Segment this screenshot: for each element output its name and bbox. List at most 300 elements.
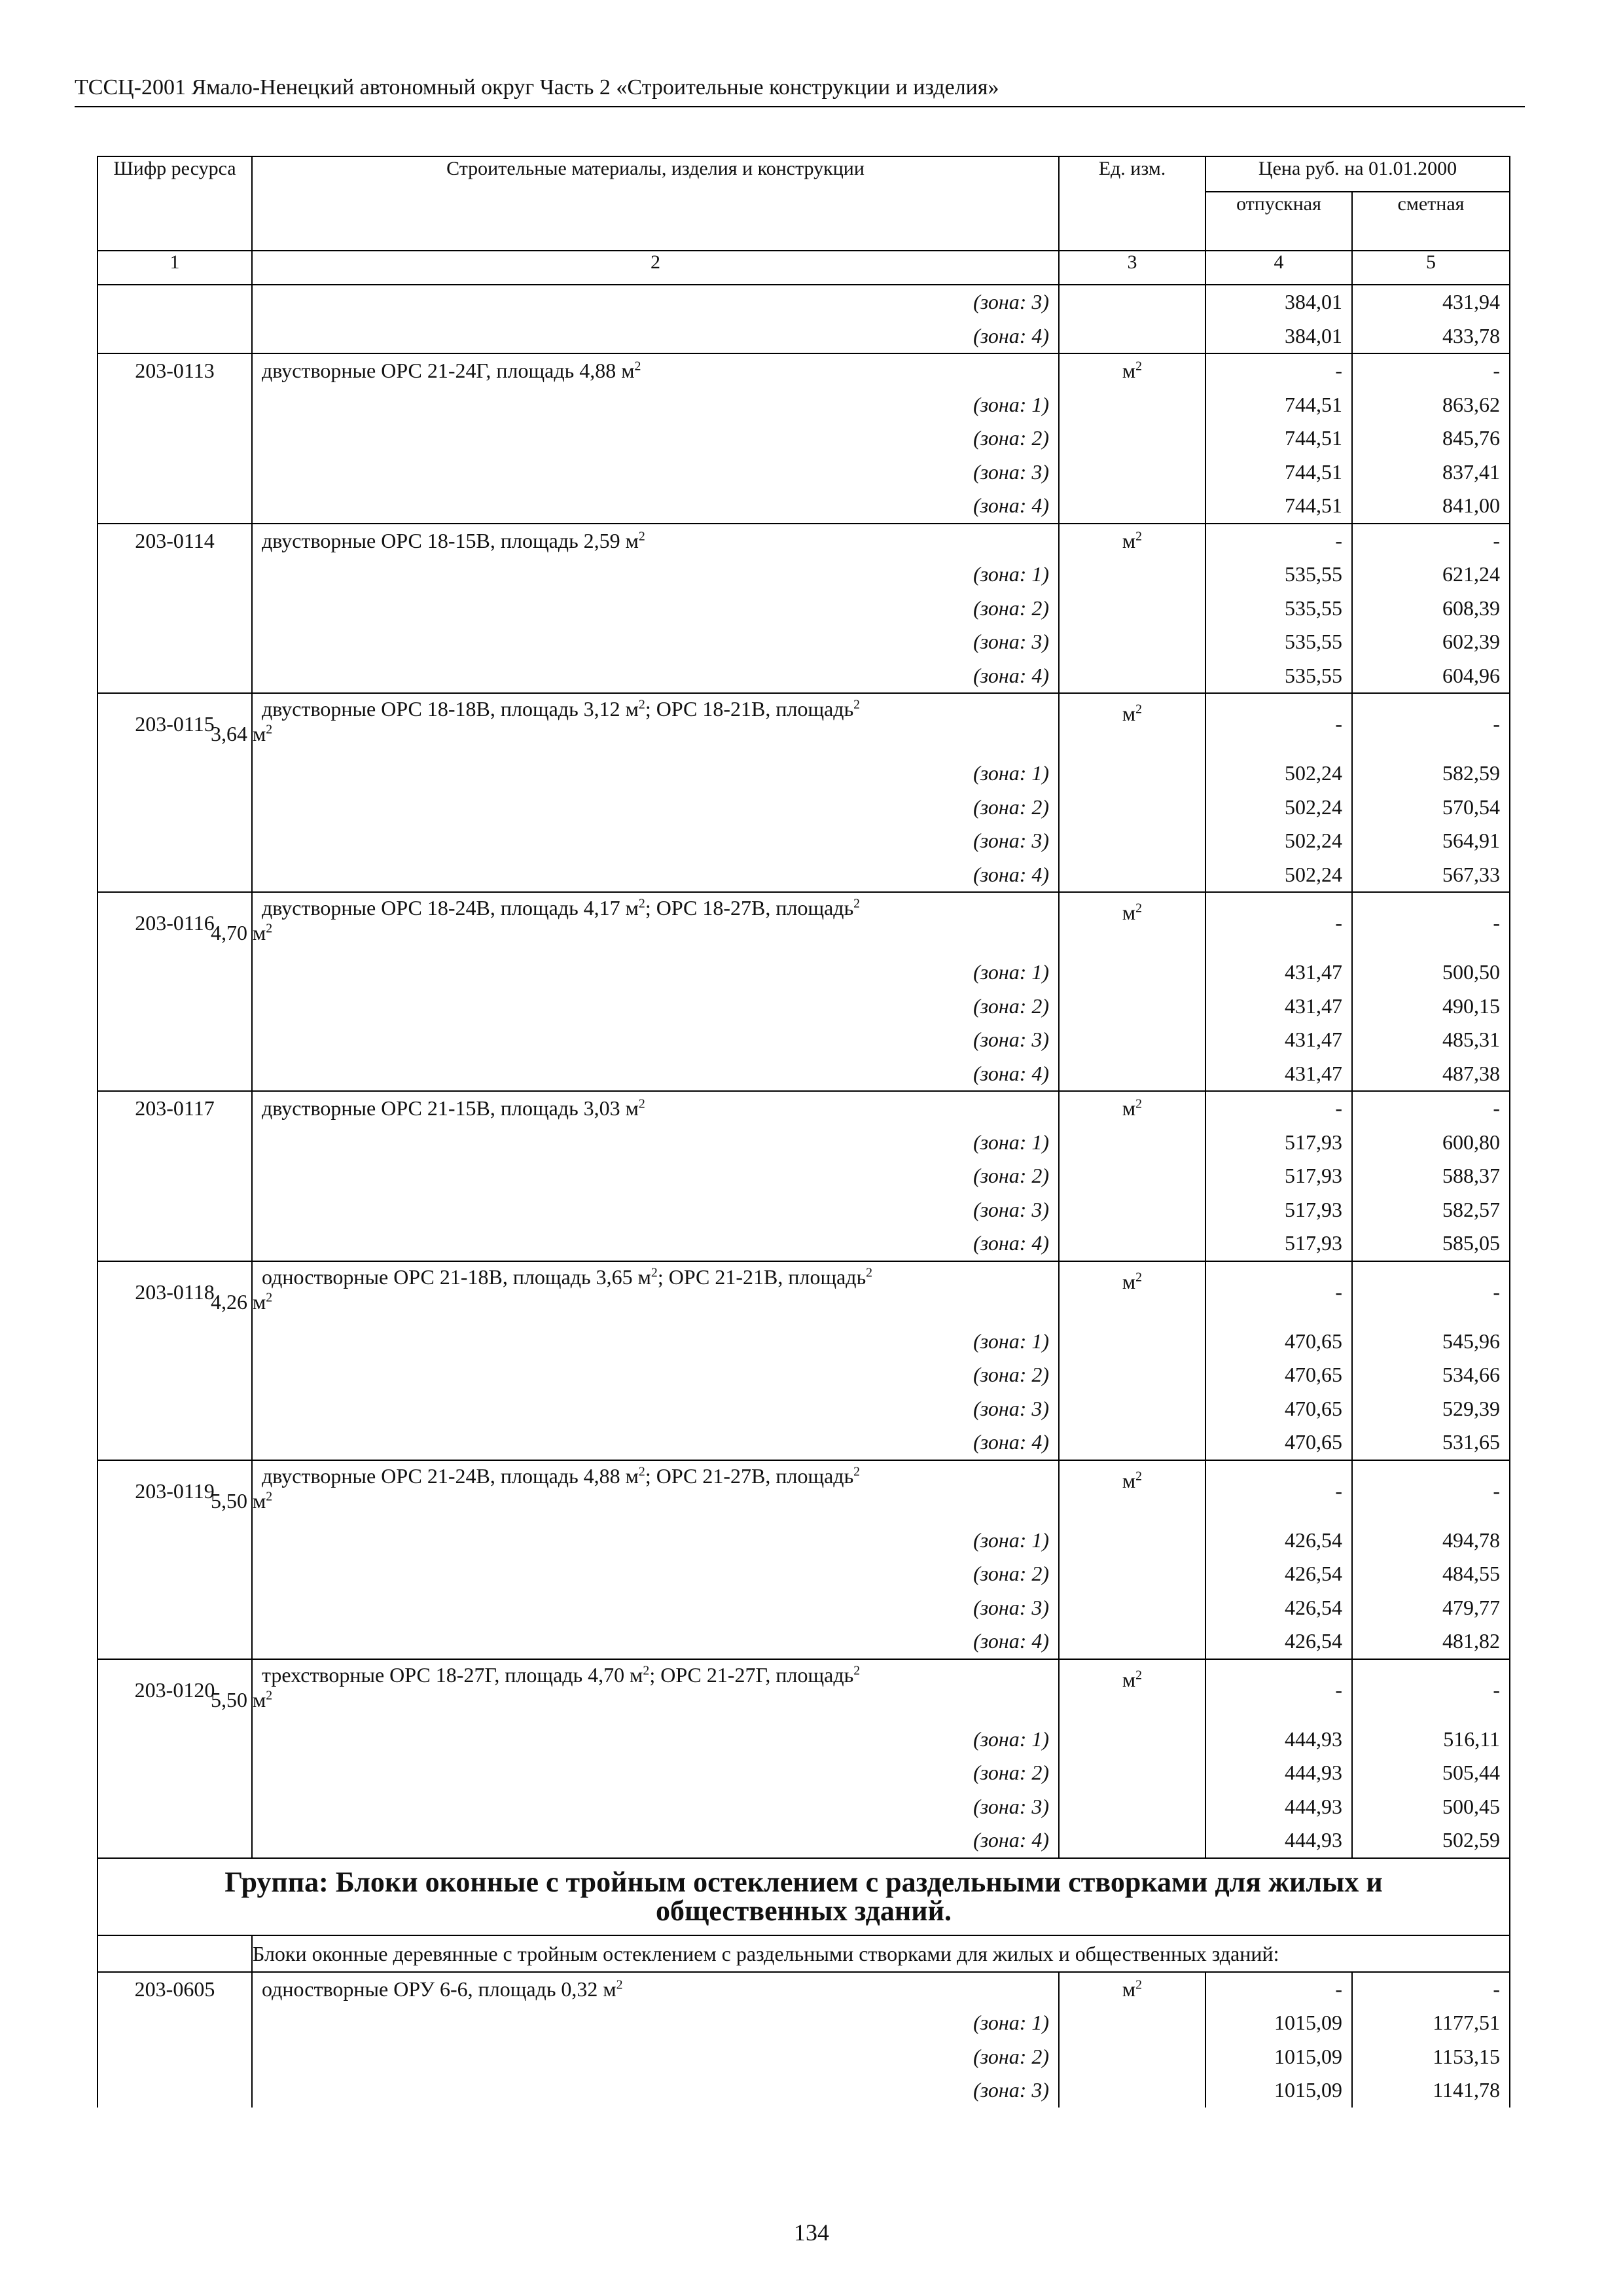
estimate-price-cell: 502,59: [1352, 1823, 1510, 1858]
unit-cell: [1059, 1325, 1205, 1359]
item-name: двустворные ОРС 18-24В, площадь 4,17 м: [262, 896, 639, 920]
unit-text: м: [1122, 1468, 1136, 1492]
table-row: [98, 1227, 1510, 1261]
item-name: трехстворные ОРС 18-27Г, площадь 4,70 м: [262, 1662, 643, 1687]
code-cell: [98, 1057, 252, 1092]
release-price-cell: 535,55: [1205, 592, 1352, 626]
table-row: [98, 1460, 1510, 1524]
unit-cell: [1059, 1023, 1205, 1057]
zone-cell: (зона: 2): [252, 791, 1059, 825]
estimate-price-cell: -: [1352, 524, 1510, 558]
zone-cell: (зона: 4): [252, 489, 1059, 524]
unit-cell: [1059, 2040, 1205, 2074]
zone-cell: (зона: 2): [252, 2040, 1059, 2074]
unit-cell: [1059, 1659, 1205, 1723]
unit-cell: [1059, 2073, 1205, 2108]
unit-text: м: [1122, 528, 1136, 552]
table-row: [98, 1557, 1510, 1591]
release-price-cell: -: [1205, 1091, 1352, 1126]
code-cell: [98, 1756, 252, 1790]
code-cell: [98, 456, 252, 490]
unit-superscript: 2: [266, 1488, 273, 1503]
estimate-price-cell: 494,78: [1352, 1524, 1510, 1558]
code-cell: [98, 285, 252, 319]
zone-cell: (зона: 3): [252, 1193, 1059, 1227]
code-cell: [98, 1023, 252, 1057]
unit-superscript: 2: [266, 921, 273, 936]
unit-cell: [1059, 1392, 1205, 1426]
col-number-5: 5: [1352, 251, 1510, 285]
item-name-cont-text: 3,64 м: [211, 722, 266, 745]
release-price-cell: 1015,09: [1205, 2073, 1352, 2108]
code-cell: [98, 1159, 252, 1193]
item-description: [252, 1972, 1059, 2007]
table-row: [98, 592, 1510, 626]
estimate-price-cell: 600,80: [1352, 1126, 1510, 1160]
release-price-cell: 444,93: [1205, 1756, 1352, 1790]
unit-superscript: 2: [651, 1265, 658, 1280]
table-row: [98, 1261, 1510, 1325]
code-cell: [98, 1426, 252, 1460]
resource-code: 203-0118: [98, 1261, 252, 1325]
subgroup-row: [98, 1935, 1510, 1972]
release-price-cell: 431,47: [1205, 990, 1352, 1024]
estimate-price-cell: -: [1352, 1261, 1510, 1325]
release-price-cell: 470,65: [1205, 1358, 1352, 1392]
release-price-cell: 744,51: [1205, 388, 1352, 422]
code-cell: [98, 422, 252, 456]
code-cell: [98, 319, 252, 354]
code-cell: [98, 1723, 252, 1757]
item-name-cont-text: 5,50 м: [211, 1488, 266, 1513]
item-name-part: ; ОРС 21-21В, площадь: [657, 1265, 866, 1289]
zone-cell: (зона: 1): [252, 388, 1059, 422]
col-header-price: Цена руб. на 01.01.2000: [1205, 156, 1510, 192]
item-name: двустворные ОРС 21-24В, площадь 4,88 м: [262, 1463, 639, 1488]
estimate-price-cell: 484,55: [1352, 1557, 1510, 1591]
code-cell: [98, 1126, 252, 1160]
unit-cell: [1059, 1426, 1205, 1460]
item-name: одностворные ОРС 21-18В, площадь 3,65 м: [262, 1265, 651, 1289]
release-price-cell: 517,93: [1205, 1159, 1352, 1193]
unit-cell: [1059, 693, 1205, 757]
unit-cell: [1059, 285, 1205, 319]
zone-cell: (зона: 2): [252, 990, 1059, 1024]
unit-superscript: 2: [853, 896, 861, 911]
resource-code: 203-0116: [98, 892, 252, 956]
col-header-unit: Ед. изм.: [1059, 156, 1205, 251]
resource-code: 203-0119: [98, 1460, 252, 1524]
zone-cell: (зона: 2): [252, 1159, 1059, 1193]
table-row: [98, 1823, 1510, 1858]
zone-cell: (зона: 3): [252, 2073, 1059, 2108]
estimate-price-cell: 529,39: [1352, 1392, 1510, 1426]
unit-cell: [1059, 456, 1205, 490]
estimate-price-cell: 431,94: [1352, 285, 1510, 319]
table-row: [98, 489, 1510, 524]
release-price-cell: 517,93: [1205, 1126, 1352, 1160]
table-row: [98, 2006, 1510, 2040]
col-header-name: Строительные материалы, изделия и конструкции: [252, 156, 1059, 251]
table-row: [98, 1126, 1510, 1160]
estimate-price-cell: -: [1352, 1460, 1510, 1524]
resource-code: 203-0115: [98, 693, 252, 757]
unit-superscript: 2: [1135, 1096, 1143, 1111]
item-description: [252, 353, 1059, 388]
code-cell: [98, 2073, 252, 2108]
col-number-1: 1: [98, 251, 252, 285]
unit-cell: [1059, 625, 1205, 659]
unit-text: м: [1122, 1096, 1136, 1120]
code-cell: [98, 1358, 252, 1392]
item-description: [252, 1091, 1059, 1126]
table-row: [98, 1972, 1510, 2007]
release-price-cell: 744,51: [1205, 422, 1352, 456]
release-price-cell: 744,51: [1205, 456, 1352, 490]
table-row: [98, 1723, 1510, 1757]
release-price-cell: -: [1205, 1261, 1352, 1325]
item-name-continuation: [211, 1289, 1049, 1314]
item-name-continuation: [211, 1488, 1049, 1513]
item-name: двустворные ОРС 21-15В, площадь 3,03 м: [262, 1096, 639, 1120]
estimate-price-cell: 582,57: [1352, 1193, 1510, 1227]
estimate-price-cell: 516,11: [1352, 1723, 1510, 1757]
estimate-price-cell: 500,45: [1352, 1790, 1510, 1824]
unit-cell: [1059, 824, 1205, 858]
unit-superscript: 2: [1135, 1468, 1143, 1483]
table-row: [98, 990, 1510, 1024]
estimate-price-cell: 433,78: [1352, 319, 1510, 354]
unit-superscript: 2: [1135, 1977, 1143, 1992]
unit-cell: [1059, 1091, 1205, 1126]
zone-cell: (зона: 1): [252, 1126, 1059, 1160]
col-header-release: отпускная: [1205, 192, 1352, 251]
release-price-cell: -: [1205, 524, 1352, 558]
table-row: [98, 659, 1510, 694]
zone-cell: (зона: 1): [252, 1524, 1059, 1558]
estimate-price-cell: 531,65: [1352, 1426, 1510, 1460]
price-table: [97, 156, 1510, 2108]
unit-cell: [1059, 489, 1205, 524]
table-row: [98, 1591, 1510, 1625]
table-row: [98, 319, 1510, 354]
estimate-price-cell: 485,31: [1352, 1023, 1510, 1057]
release-price-cell: -: [1205, 1460, 1352, 1524]
zone-cell: (зона: 1): [252, 1325, 1059, 1359]
release-price-cell: 517,93: [1205, 1227, 1352, 1261]
code-cell: [98, 1823, 252, 1858]
code-cell: [98, 1227, 252, 1261]
resource-code: 203-0605: [98, 1972, 252, 2007]
item-name: двустворные ОРС 18-18В, площадь 3,12 м: [262, 697, 639, 721]
code-cell: [98, 592, 252, 626]
unit-text: м: [1122, 1977, 1136, 2001]
estimate-price-cell: 837,41: [1352, 456, 1510, 490]
estimate-price-cell: 479,77: [1352, 1591, 1510, 1625]
zone-cell: (зона: 4): [252, 1823, 1059, 1858]
code-cell: [98, 791, 252, 825]
item-description: [211, 1460, 1059, 1524]
table-row: [98, 558, 1510, 592]
zone-cell: (зона: 3): [252, 1023, 1059, 1057]
unit-superscript: 2: [853, 1662, 861, 1677]
unit-superscript: 2: [853, 697, 861, 712]
unit-cell: [1059, 558, 1205, 592]
zone-cell: (зона: 2): [252, 1756, 1059, 1790]
unit-superscript: 2: [266, 1687, 273, 1702]
release-price-cell: 431,47: [1205, 1057, 1352, 1092]
release-price-cell: 1015,09: [1205, 2040, 1352, 2074]
code-cell: [98, 659, 252, 694]
unit-superscript: 2: [616, 1977, 623, 1992]
unit-cell: [1059, 319, 1205, 354]
release-price-cell: 502,24: [1205, 824, 1352, 858]
release-price-cell: 535,55: [1205, 558, 1352, 592]
release-price-cell: 470,65: [1205, 1325, 1352, 1359]
estimate-price-cell: -: [1352, 693, 1510, 757]
table-row: [98, 2073, 1510, 2108]
unit-cell: [1059, 1227, 1205, 1261]
unit-superscript: 2: [266, 722, 273, 737]
unit-text: м: [1122, 901, 1136, 924]
release-price-cell: 470,65: [1205, 1426, 1352, 1460]
table-row: [98, 285, 1510, 319]
item-name-part: ; ОРС 18-27В, площадь: [645, 896, 854, 920]
unit-cell: [1059, 388, 1205, 422]
release-price-cell: 444,93: [1205, 1823, 1352, 1858]
unit-text: м: [1122, 702, 1136, 725]
unit-cell: [1059, 1823, 1205, 1858]
code-cell: [98, 2040, 252, 2074]
zone-cell: (зона: 3): [252, 456, 1059, 490]
code-cell: [98, 1392, 252, 1426]
estimate-price-cell: 845,76: [1352, 422, 1510, 456]
table-row: [98, 956, 1510, 990]
unit-cell: [1059, 1057, 1205, 1092]
unit-cell: [1059, 1557, 1205, 1591]
zone-cell: (зона: 3): [252, 824, 1059, 858]
code-cell: [98, 1193, 252, 1227]
release-price-cell: 384,01: [1205, 319, 1352, 354]
estimate-price-cell: -: [1352, 1972, 1510, 2007]
release-price-cell: 535,55: [1205, 659, 1352, 694]
zone-cell: (зона: 4): [252, 1426, 1059, 1460]
estimate-price-cell: 608,39: [1352, 592, 1510, 626]
release-price-cell: -: [1205, 1972, 1352, 2007]
estimate-price-cell: 534,66: [1352, 1358, 1510, 1392]
code-cell: [98, 2006, 252, 2040]
estimate-price-cell: 621,24: [1352, 558, 1510, 592]
release-price-cell: 426,54: [1205, 1557, 1352, 1591]
estimate-price-cell: 505,44: [1352, 1756, 1510, 1790]
table-row: [98, 1023, 1510, 1057]
zone-cell: (зона: 2): [252, 592, 1059, 626]
release-price-cell: 517,93: [1205, 1193, 1352, 1227]
estimate-price-cell: -: [1352, 1091, 1510, 1126]
zone-cell: (зона: 4): [252, 1057, 1059, 1092]
unit-cell: [1059, 1460, 1205, 1524]
release-price-cell: 444,93: [1205, 1723, 1352, 1757]
item-description: [211, 1261, 1059, 1325]
page-number: 134: [794, 2219, 829, 2246]
unit-text: м: [1122, 1269, 1136, 1293]
unit-superscript: 2: [1135, 702, 1143, 717]
unit-cell: [1059, 524, 1205, 558]
release-price-cell: -: [1205, 353, 1352, 388]
estimate-price-cell: 602,39: [1352, 625, 1510, 659]
unit-superscript: 2: [853, 1463, 861, 1479]
item-name: одностворные ОРУ 6-6, площадь 0,32 м: [262, 1977, 616, 2001]
estimate-price-cell: -: [1352, 353, 1510, 388]
code-cell: [98, 824, 252, 858]
code-cell: [98, 1591, 252, 1625]
col-number-4: 4: [1205, 251, 1352, 285]
item-description: [211, 1659, 1059, 1723]
table-row: [98, 757, 1510, 791]
item-name-part: ; ОРС 21-27В, площадь: [645, 1463, 854, 1488]
item-name: двустворные ОРС 18-15В, площадь 2,59 м: [262, 528, 639, 552]
item-name-cont-text: 5,50 м: [211, 1687, 266, 1712]
zone-cell: (зона: 1): [252, 558, 1059, 592]
zone-cell: (зона: 3): [252, 285, 1059, 319]
release-price-cell: 744,51: [1205, 489, 1352, 524]
estimate-price-cell: 487,38: [1352, 1057, 1510, 1092]
unit-cell: [1059, 1591, 1205, 1625]
resource-code: 203-0113: [98, 353, 252, 388]
table-row: [98, 388, 1510, 422]
estimate-price-cell: -: [1352, 892, 1510, 956]
unit-superscript: 2: [643, 1662, 650, 1677]
table-row: [98, 1057, 1510, 1092]
zone-cell: (зона: 3): [252, 625, 1059, 659]
subgroup-code-cell: [98, 1935, 252, 1972]
code-cell: [98, 388, 252, 422]
unit-cell: [1059, 353, 1205, 388]
table-row: [98, 422, 1510, 456]
unit-cell: [1059, 592, 1205, 626]
unit-cell: [1059, 1261, 1205, 1325]
release-price-cell: 502,24: [1205, 791, 1352, 825]
table-row: [98, 858, 1510, 893]
table-row: [98, 524, 1510, 558]
table-row: [98, 824, 1510, 858]
unit-cell: [1059, 1193, 1205, 1227]
unit-superscript: 2: [638, 1096, 645, 1111]
code-cell: [98, 1557, 252, 1591]
code-cell: [98, 1325, 252, 1359]
unit-superscript: 2: [266, 1289, 273, 1304]
table-row: [98, 791, 1510, 825]
item-description: [252, 524, 1059, 558]
estimate-price-cell: 841,00: [1352, 489, 1510, 524]
item-name-continuation: [211, 1687, 1049, 1712]
table-row: [98, 693, 1510, 757]
col-header-code: Шифр ресурса: [98, 156, 252, 251]
unit-cell: [1059, 1524, 1205, 1558]
table-row: [98, 1790, 1510, 1824]
unit-cell: [1059, 1756, 1205, 1790]
unit-cell: [1059, 1790, 1205, 1824]
release-price-cell: 470,65: [1205, 1392, 1352, 1426]
zone-cell: (зона: 1): [252, 956, 1059, 990]
group-title-row: [98, 1858, 1510, 1935]
code-cell: [98, 489, 252, 524]
estimate-price-cell: 604,96: [1352, 659, 1510, 694]
item-name-continuation: [211, 721, 1049, 746]
table-row: [98, 1524, 1510, 1558]
unit-superscript: 2: [1135, 359, 1143, 374]
unit-cell: [1059, 791, 1205, 825]
code-cell: [98, 1624, 252, 1659]
table-row: [98, 1659, 1510, 1723]
table-row: [98, 456, 1510, 490]
col-number-2: 2: [252, 251, 1059, 285]
zone-cell: (зона: 2): [252, 422, 1059, 456]
release-price-cell: 502,24: [1205, 757, 1352, 791]
table-row: [98, 353, 1510, 388]
code-cell: [98, 1524, 252, 1558]
estimate-price-cell: 1177,51: [1352, 2006, 1510, 2040]
unit-superscript: 2: [1135, 528, 1143, 543]
estimate-price-cell: 500,50: [1352, 956, 1510, 990]
estimate-price-cell: 481,82: [1352, 1624, 1510, 1659]
unit-cell: [1059, 1723, 1205, 1757]
table-row: [98, 1091, 1510, 1126]
code-cell: [98, 990, 252, 1024]
estimate-price-cell: 863,62: [1352, 388, 1510, 422]
estimate-price-cell: 545,96: [1352, 1325, 1510, 1359]
table-row: [98, 1159, 1510, 1193]
zone-cell: (зона: 4): [252, 858, 1059, 893]
estimate-price-cell: 564,91: [1352, 824, 1510, 858]
release-price-cell: -: [1205, 892, 1352, 956]
resource-code: 203-0120: [98, 1659, 252, 1723]
unit-cell: [1059, 1972, 1205, 2007]
unit-cell: [1059, 1624, 1205, 1659]
unit-cell: [1059, 422, 1205, 456]
release-price-cell: 535,55: [1205, 625, 1352, 659]
table-row: [98, 1624, 1510, 1659]
item-name-part: ; ОРС 18-21В, площадь: [645, 697, 854, 721]
zone-cell: (зона: 4): [252, 659, 1059, 694]
unit-text: м: [1122, 359, 1136, 382]
table-row: [98, 1426, 1510, 1460]
zone-cell: (зона: 3): [252, 1591, 1059, 1625]
release-price-cell: 384,01: [1205, 285, 1352, 319]
estimate-price-cell: -: [1352, 1659, 1510, 1723]
estimate-price-cell: 582,59: [1352, 757, 1510, 791]
zone-cell: (зона: 3): [252, 1790, 1059, 1824]
estimate-price-cell: 1141,78: [1352, 2073, 1510, 2108]
estimate-price-cell: 490,15: [1352, 990, 1510, 1024]
table-row: [98, 1756, 1510, 1790]
unit-cell: [1059, 892, 1205, 956]
running-header: ТССЦ-2001 Ямало-Ненецкий автономный округ Часть 2 «Строительные конструкции и изделия»: [75, 73, 1525, 107]
unit-superscript: 2: [638, 896, 645, 911]
table-row: [98, 1193, 1510, 1227]
zone-cell: (зона: 4): [252, 319, 1059, 354]
zone-cell: (зона: 3): [252, 1392, 1059, 1426]
zone-cell: (зона: 4): [252, 1227, 1059, 1261]
unit-superscript: 2: [1135, 1269, 1143, 1284]
zone-cell: (зона: 2): [252, 1557, 1059, 1591]
estimate-price-cell: 588,37: [1352, 1159, 1510, 1193]
unit-cell: [1059, 858, 1205, 893]
release-price-cell: 1015,09: [1205, 2006, 1352, 2040]
item-name-part: ; ОРС 21-27Г, площадь: [649, 1662, 854, 1687]
code-cell: [98, 757, 252, 791]
table-row: [98, 1358, 1510, 1392]
